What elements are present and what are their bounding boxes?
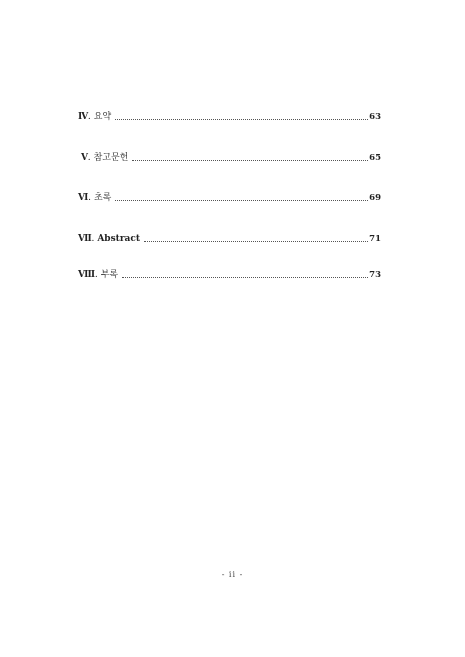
toc-entry-appendix[interactable] bbox=[78, 267, 381, 281]
toc-entry-numeral: Ⅷ bbox=[78, 270, 95, 280]
toc-dot-leader bbox=[115, 200, 368, 201]
toc-entry-title: Abstract bbox=[97, 234, 141, 244]
toc-entry-page: 71 bbox=[369, 234, 381, 244]
toc-entry-abstract-english[interactable] bbox=[78, 231, 381, 245]
toc-dot-leader bbox=[115, 119, 368, 120]
toc-dot-leader bbox=[144, 241, 368, 242]
toc-entry-numeral: Ⅴ bbox=[81, 153, 88, 163]
toc-entry-separator: . bbox=[87, 153, 91, 163]
toc-entry-references[interactable] bbox=[78, 150, 381, 164]
toc-entry-page: 73 bbox=[369, 270, 381, 280]
toc-entry-page: 63 bbox=[369, 112, 381, 122]
toc-entry-numeral: Ⅵ bbox=[78, 193, 89, 203]
toc-entry-separator: . bbox=[91, 234, 95, 244]
page-number-footer: - ii - bbox=[221, 570, 244, 579]
toc-entry-numeral: Ⅳ bbox=[78, 112, 88, 122]
toc-entry-summary[interactable] bbox=[78, 109, 381, 123]
toc-dot-leader bbox=[132, 160, 368, 161]
toc-entry-numeral: Ⅶ bbox=[78, 234, 92, 244]
toc-entry-separator: . bbox=[88, 193, 91, 203]
toc-entry-separator: . bbox=[94, 270, 98, 280]
toc-entry-title: 요약 bbox=[93, 112, 112, 122]
toc-dot-leader bbox=[122, 277, 368, 278]
toc-entry-title: 부록 bbox=[100, 270, 119, 280]
toc-entry-title: 초록 bbox=[93, 193, 112, 203]
toc-entry-separator: . bbox=[87, 112, 91, 122]
toc-entry-page: 69 bbox=[369, 193, 381, 203]
toc-entry-page: 65 bbox=[369, 153, 381, 163]
toc-entry-abstract-korean[interactable] bbox=[78, 190, 381, 204]
toc-entry-title: 참고문헌 bbox=[93, 153, 129, 163]
